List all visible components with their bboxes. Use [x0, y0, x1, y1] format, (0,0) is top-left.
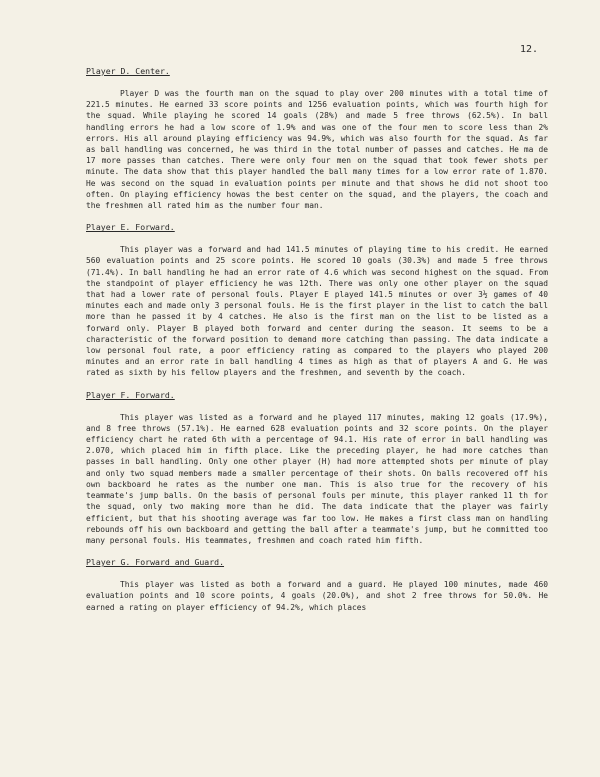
section-player-d — [86, 66, 548, 211]
section-player-f — [86, 390, 548, 546]
section-heading: Player E. Forward. — [86, 222, 175, 233]
page-number: 12. — [519, 44, 538, 55]
section-paragraph: This player was a forward and had 141.5 minutes of playing time to his credit. He earned 560 evaluation points and 25 score points. He scored 10 goals (30.3%) and made 5 free throws (71.4%). In ball handling he had an error rate of 4.6 which was second highest on the squad. From the standpoint of player efficiency he was 12th. There was only one other player on the squad that had a lower rate of personal fouls. Player E played 141.5 minutes or over 3½ games of 40 minutes each and made only 3 personal fouls. He is the first player in the list to catch the ball more than he passed it by 4 catches. He also is the first man on the list to be listed as a forward only. Player B played both forward and center during the season. It seems to be a characteristic of the forward position to demand more catching than passing. The data indicate a low personal foul rate, a poor efficiency rating as compared to the players who played 200 minutes and an error rate in ball handling 4 times as high as that of players A and G. He was rated as sixth by his fellow players and the freshmen, and seventh by the coach. — [86, 245, 548, 378]
section-heading: Player G. Forward and Guard. — [86, 557, 225, 568]
section-paragraph: This player was listed as a forward and he played 117 minutes, making 12 goals (17.9%), and 8 free throws (57.1%). He earned 628 evaluation points and 32 score points. On the player efficiency chart he rated 6th with a percentage of 94.1. His rate of error in ball handling was 2.070, which placed him in fifth place. Like the preceding player, he had more catches than passes in ball handling. Only one other player (H) had more attempted shots per minute of play and only two squad members made a smaller percentage of their shots. On balls recovered off his own backboard he rates as the number one man. This is also true for the recovery of his teammate's jump balls. On the basis of personal fouls per minute, this player ranked 11 th for the squad, only two making more than he did. The data indicate that the player was fairly efficient, but that his shooting average was far too low. He makes a first class man on handling rebounds off his own backboard and getting the ball after a teammate's jump, but he committed too many personal fouls. His teammates, freshmen and coach rated him fifth. — [86, 412, 548, 545]
section-paragraph: Player D was the fourth man on the squad to play over 200 minutes with a total time of 221.5 minutes. He earned 33 score points and 1256 evaluation points, which was fourth high for the squad. While playing he scored 14 goals (28%) and made 5 free throws (62.5%). In ball handling errors he had a low score of 1.9% and was one of the four men to score less than 2% errors. His all around playing efficiency was 94.9%, which was also fourth for the squad. As far as ball handling was concerned, he was third in the total number of passes and catches. He ma de 17 more passes than catches. There were only four men on the squad that took fewer shots per minute. The data show that this player handled the ball many times for a low error rate of 1.870. He was second on the squad in evaluation points per minute and that shows he did not shoot too often. On playing efficiency howas the best center on the squad, and the players, the coach and the freshmen all rated him as the number four man. — [86, 89, 548, 211]
document-body — [86, 66, 548, 624]
section-player-e — [86, 222, 548, 378]
section-player-g — [86, 557, 548, 613]
section-heading: Player F. Forward. — [86, 389, 175, 400]
section-heading: Player D. Center. — [86, 66, 170, 76]
section-paragraph: This player was listed as both a forward and a guard. He played 100 minutes, made 460 evaluation points and 10 score points, 4 goals (20.0%), and shot 2 free throws for 50.0%. He earned a rating on player efficiency of 94.2%, which places — [86, 580, 548, 612]
